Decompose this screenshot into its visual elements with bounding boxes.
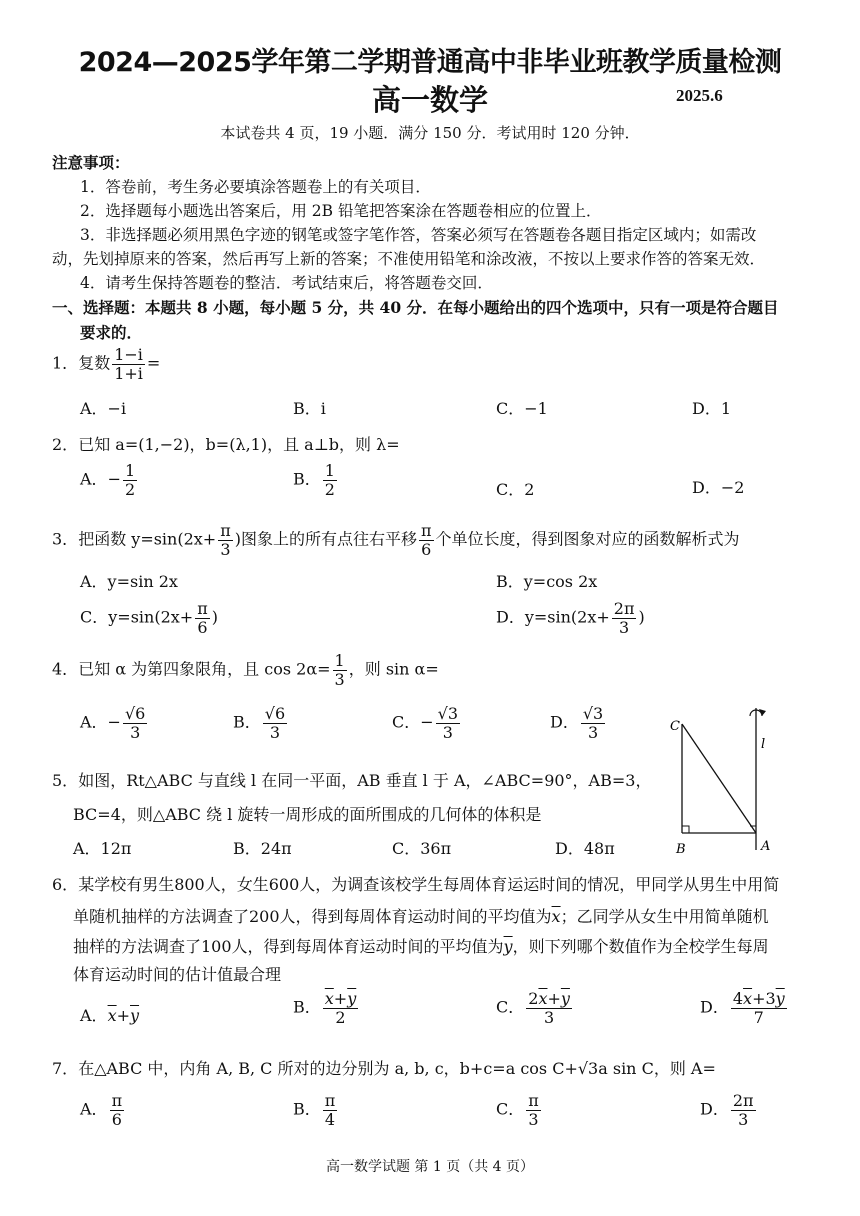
question-3-stem: 3．把函数 y=sin(2x+ $\frac{\pi}{3}$ )图象上的所有点往右平移 $\frac{\pi}{6}$ 个单位长度，得到图象对应的函数解析式为 bbox=[52, 521, 740, 559]
exam-info: 本试卷共 4 页，19 小题．满分 150 分．考试用时 120 分钟． bbox=[220, 124, 640, 142]
exam-title: 2024—2025学年第二学期普通高中非毕业班教学质量检测 bbox=[78, 47, 782, 78]
rotation-arrowhead-icon bbox=[759, 709, 766, 716]
question-7-stem: 7．在△ABC 中，内角 A, B, C 所对的边分别为 a, b, c，b+c=a cos C+√3a sin C，则 A= bbox=[52, 1059, 716, 1078]
section-heading: 一、选择题：本题共 8 小题，每小题 5 分，共 40 分．在每小题给出的四个选项中，只有一项是符合题目 bbox=[52, 298, 779, 317]
q4-option-a[interactable]: A．− $\frac{√6}{3}$ bbox=[80, 704, 146, 742]
note-item: 4．请考生保持答题卷的整洁．考试结束后，将答题卷交回． bbox=[80, 274, 493, 292]
section-heading-cont: 要求的． bbox=[80, 323, 143, 342]
exam-date: 2025.6 bbox=[676, 86, 723, 105]
question-5-line2: BC=4，则△ABC 绕 l 旋转一周形成的面所围成的几何体的体积是 bbox=[73, 805, 542, 824]
question-6-line4: 体育运动时间的估计值最合理 bbox=[73, 965, 282, 984]
label-l: l bbox=[761, 737, 766, 752]
question-6-line1: 6．某学校有男生800人，女生600人，为调查该校学生每周体育运运时间的情况，甲同学从男生中用简 bbox=[52, 875, 780, 894]
side-ac bbox=[682, 724, 756, 833]
q2-option-a[interactable]: A．− $\frac{1}{2}$ bbox=[80, 461, 136, 499]
q1-option-a[interactable]: A．−i bbox=[80, 399, 127, 418]
q2-option-d[interactable]: D．−2 bbox=[692, 478, 745, 497]
note-item: 3．非选择题必须用黑色字迹的钢笔或签字笔作答，答案必须写在答题卷各题目指定区域内；如需改 bbox=[80, 226, 757, 244]
q5-option-d[interactable]: D．48π bbox=[555, 839, 615, 858]
q6-option-b[interactable]: B． $\frac{\overline{x}+\overline{y}}{2}$ bbox=[293, 989, 357, 1027]
q7-option-c[interactable]: C． $\frac{\pi}{3}$ bbox=[496, 1091, 539, 1129]
question-2-stem: 2．已知 a=(1,−2)，b=(λ,1)，且 a⊥b，则 λ= bbox=[52, 435, 400, 454]
note-item: 1．答卷前，考生务必要填涂答题卷上的有关项目． bbox=[80, 178, 431, 196]
q5-option-a[interactable]: A．12π bbox=[73, 839, 132, 858]
q2-option-b[interactable]: B． $\frac{1}{2}$ bbox=[293, 461, 335, 499]
q3-option-b[interactable]: B．y=cos 2x bbox=[496, 572, 598, 591]
q5-option-c[interactable]: C．36π bbox=[392, 839, 452, 858]
q7-option-a[interactable]: A． $\frac{\pi}{6}$ bbox=[80, 1091, 123, 1129]
q5-option-b[interactable]: B．24π bbox=[233, 839, 292, 858]
right-angle-mark-b bbox=[682, 826, 689, 833]
q4-option-c[interactable]: C．− $\frac{√3}{3}$ bbox=[392, 704, 459, 742]
q3-option-a[interactable]: A．y=sin 2x bbox=[80, 572, 178, 591]
label-b: B bbox=[676, 842, 686, 857]
q7-option-d[interactable]: D． $\frac{2\pi}{3}$ bbox=[700, 1091, 754, 1129]
question-6-line2: 单随机抽样的方法调查了200人，得到每周体育运动时间的平均值为$\overline{x}$；乙同学从女生中用简单随机 bbox=[73, 907, 769, 926]
q3-option-c[interactable]: C．y=sin(2x+ $\frac{\pi}{6}$ ) bbox=[80, 599, 218, 637]
q2-option-c[interactable]: C．2 bbox=[496, 480, 535, 499]
question-6-line3: 抽样的方法调查了100人，得到每周体育运动时间的平均值为$\overline{y}$，则下列哪个数值作为全校学生每周 bbox=[73, 937, 769, 956]
q6-option-d[interactable]: D． $\frac{4\overline{x}+3\overline{y}}{7}$ bbox=[700, 989, 785, 1027]
q1-option-d[interactable]: D．1 bbox=[692, 399, 732, 418]
q5-triangle-figure bbox=[660, 700, 780, 860]
q3-option-d[interactable]: D．y=sin(2x+ $\frac{2\pi}{3}$ ) bbox=[496, 599, 645, 637]
q1-option-c[interactable]: C．−1 bbox=[496, 399, 548, 418]
note-item: 2．选择题每小题选出答案后，用 2B 铅笔把答案涂在答题卷相应的位置上． bbox=[80, 202, 602, 220]
page-footer: 高一数学试题 第 1 页（共 4 页） bbox=[325, 1159, 535, 1175]
q4-option-b[interactable]: B． $\frac{√6}{3}$ bbox=[233, 704, 286, 742]
notes-heading: 注意事项： bbox=[52, 153, 130, 172]
question-5-line1: 5．如图，Rt△ABC 与直线 l 在同一平面，AB 垂直 l 于 A，∠ABC=90°，AB=3， bbox=[52, 771, 652, 790]
note-item: 动，先划掉原来的答案，然后再写上新的答案；不准使用铅笔和涂改液，不按以上要求作答的答案无效． bbox=[52, 250, 766, 268]
label-a: A bbox=[761, 839, 771, 854]
q7-option-b[interactable]: B． $\frac{\pi}{4}$ bbox=[293, 1091, 336, 1129]
q6-option-c[interactable]: C． $\frac{2\overline{x}+\overline{y}}{3}$ bbox=[496, 989, 570, 1027]
exam-subject: 高一数学 bbox=[371, 83, 488, 117]
q1-option-b[interactable]: B．i bbox=[293, 399, 326, 418]
label-c: C bbox=[670, 719, 680, 734]
q6-option-a[interactable]: A．$\overline{x}+\overline{y}$ bbox=[80, 1006, 140, 1025]
question-1-stem: 1．复数 $\frac{1-i}{1+i}$ = bbox=[52, 345, 161, 383]
q4-option-d[interactable]: D． $\frac{√3}{3}$ bbox=[550, 704, 604, 742]
question-4-stem: 4．已知 α 为第四象限角，且 cos 2α= $\frac{1}{3}$ ，则 sin α= bbox=[52, 651, 439, 689]
